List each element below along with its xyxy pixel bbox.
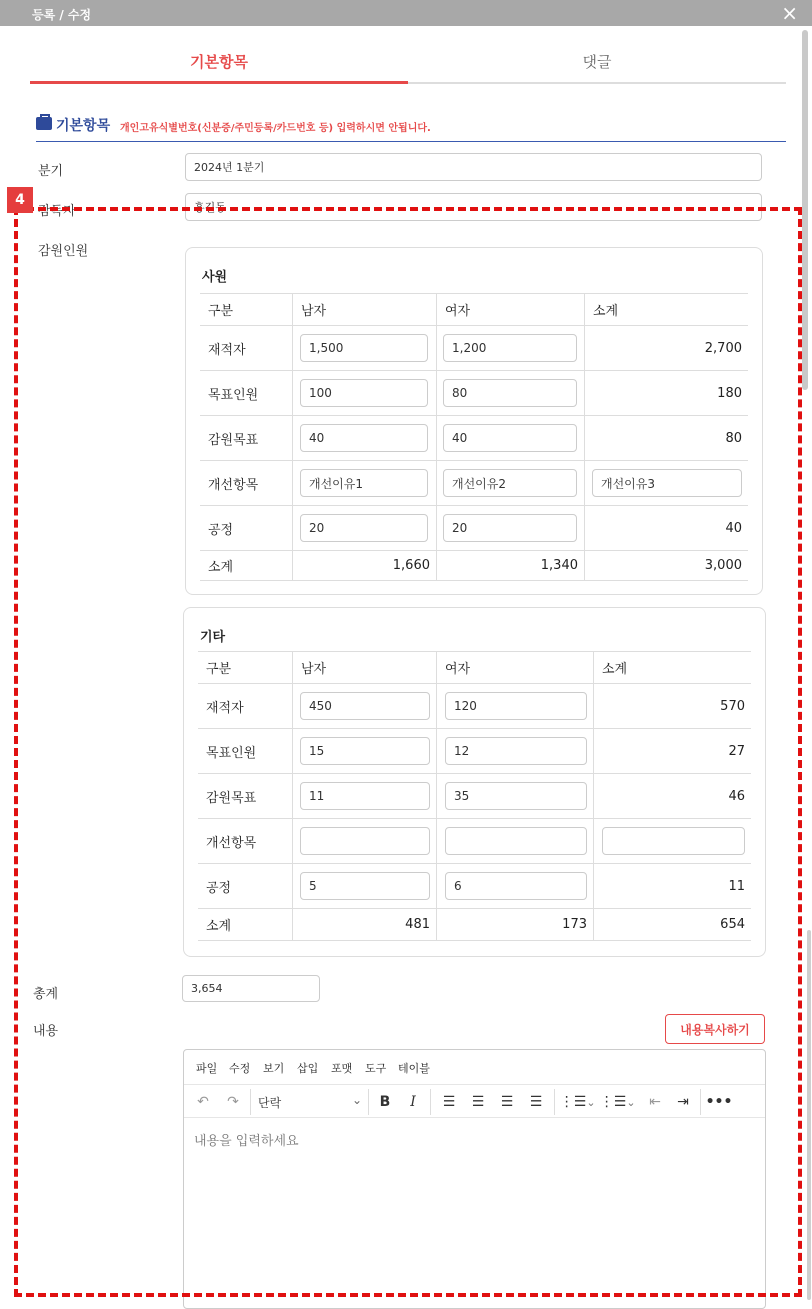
scrollbar-thumb-lower[interactable]: [807, 930, 811, 1300]
subtotal-sum: 654: [593, 909, 751, 940]
block-format-value: 단락: [258, 1095, 282, 1110]
male-input[interactable]: 450: [300, 692, 430, 720]
redo-icon[interactable]: ↷: [227, 1094, 239, 1110]
male-input[interactable]: 15: [300, 737, 430, 765]
table-row: [198, 819, 751, 864]
bold-icon[interactable]: B: [379, 1094, 391, 1110]
menu-table[interactable]: 테이블: [398, 1062, 430, 1075]
menu-insert[interactable]: 삽입: [297, 1062, 319, 1075]
male-input[interactable]: [300, 827, 430, 855]
subtotal-value: 2,700: [584, 326, 748, 370]
scrollbar-thumb[interactable]: [802, 30, 808, 390]
table-row: [200, 461, 748, 506]
male-sum: 481: [292, 909, 436, 940]
male-input[interactable]: 11: [300, 782, 430, 810]
subtotal-input[interactable]: [602, 827, 745, 855]
manager-label: 감독자: [38, 204, 76, 219]
section-header: [36, 112, 786, 142]
copy-content-button[interactable]: 내용복사하기: [665, 1014, 765, 1044]
male-input[interactable]: 40: [300, 424, 428, 452]
menu-format[interactable]: 포맷: [331, 1062, 353, 1075]
toolbar-divider: [700, 1089, 701, 1115]
subtotal-value: 40: [584, 506, 748, 550]
row-label: 감원목표: [208, 432, 259, 448]
tab-comments[interactable]: 댓글: [582, 53, 612, 71]
table-row-sum: [198, 909, 751, 941]
row-label: 개선항목: [208, 477, 259, 493]
male-input[interactable]: 20: [300, 514, 428, 542]
menu-view[interactable]: 보기: [263, 1062, 285, 1075]
row-label: 소계: [206, 919, 232, 934]
header-female: 여자: [436, 294, 584, 325]
menu-tools[interactable]: 도구: [365, 1062, 387, 1075]
female-input[interactable]: [445, 827, 587, 855]
window-titlebar: [0, 0, 812, 26]
row-label: 공정: [208, 522, 234, 538]
male-input[interactable]: 1,500: [300, 334, 428, 362]
header-subtotal: 소계: [584, 294, 748, 325]
menu-file[interactable]: 파일: [196, 1062, 218, 1075]
female-input[interactable]: 6: [445, 872, 587, 900]
table-row: [200, 371, 748, 416]
female-input[interactable]: 80: [443, 379, 577, 407]
header-male: 남자: [292, 294, 436, 325]
subtotal-value: 180: [584, 371, 748, 415]
table-row: [200, 416, 748, 461]
toolbar-divider: [554, 1089, 555, 1115]
row-label: 목표인원: [206, 745, 257, 761]
indent-icon[interactable]: ⇥: [677, 1094, 689, 1110]
subtotal-input[interactable]: 개선이유3: [592, 469, 742, 497]
toolbar-divider: [368, 1089, 369, 1115]
subtotal-sum: 3,000: [584, 551, 748, 580]
male-input[interactable]: 100: [300, 379, 428, 407]
header-male: 남자: [292, 652, 436, 683]
female-sum: 1,340: [436, 551, 584, 580]
other-card: [183, 607, 766, 957]
reduction-label: 감원인원: [38, 244, 89, 259]
editor-toolbar: [184, 1084, 765, 1118]
staff-title: 사원: [202, 270, 228, 285]
male-input[interactable]: 개선이유1: [300, 469, 428, 497]
manager-field[interactable]: 홍길동: [185, 193, 762, 221]
close-icon[interactable]: ×: [781, 1, 798, 25]
table-row-sum: [200, 551, 748, 581]
header-category: 구분: [206, 662, 232, 677]
editor-menubar: [184, 1050, 765, 1084]
rich-text-editor: [183, 1049, 766, 1309]
female-input[interactable]: 1,200: [443, 334, 577, 362]
tab-basic-items[interactable]: 기본항목: [30, 44, 408, 84]
italic-icon[interactable]: I: [410, 1094, 416, 1110]
table-row: [198, 684, 751, 729]
tab-bar: [30, 44, 786, 84]
align-left-icon[interactable]: ☰: [442, 1094, 456, 1110]
align-right-icon[interactable]: ☰: [500, 1094, 514, 1110]
table-row: [200, 326, 748, 371]
female-input[interactable]: 20: [443, 514, 577, 542]
quarter-field[interactable]: 2024년 1분기: [185, 153, 762, 181]
table-row: [198, 729, 751, 774]
header-subtotal: 소계: [593, 652, 751, 683]
row-label: 목표인원: [208, 387, 259, 403]
content-label: 내용: [33, 1024, 59, 1039]
chevron-down-icon[interactable]: ⌄: [586, 1095, 596, 1109]
female-input[interactable]: 35: [445, 782, 587, 810]
subtotal-value: 11: [593, 864, 751, 908]
header-category: 구분: [208, 304, 234, 319]
block-format-select[interactable]: [258, 1089, 368, 1115]
toolbar-divider: [250, 1089, 251, 1115]
section-title: 기본항목: [56, 118, 111, 134]
staff-card: [185, 247, 763, 595]
outdent-icon[interactable]: ⇤: [649, 1094, 661, 1110]
bullet-list-icon[interactable]: ⋮☰: [559, 1094, 587, 1110]
table-row: [198, 774, 751, 819]
subtotal-value: 570: [593, 684, 751, 728]
more-icon[interactable]: •••: [705, 1094, 733, 1110]
other-table: [198, 651, 751, 941]
subtotal-value: 46: [593, 774, 751, 818]
table-row: [200, 506, 748, 551]
row-label: 개선항목: [206, 835, 257, 851]
subtotal-value: 27: [593, 729, 751, 773]
female-input[interactable]: 120: [445, 692, 587, 720]
numbered-list-icon[interactable]: ⋮☰: [599, 1094, 627, 1110]
male-sum: 1,660: [292, 551, 436, 580]
total-field[interactable]: 3,654: [182, 975, 320, 1002]
undo-icon[interactable]: ↶: [197, 1094, 209, 1110]
menu-edit[interactable]: 수정: [229, 1062, 251, 1075]
male-input[interactable]: 5: [300, 872, 430, 900]
table-row: [198, 864, 751, 909]
row-label: 소계: [208, 560, 234, 575]
female-sum: 173: [436, 909, 593, 940]
header-female: 여자: [436, 652, 593, 683]
female-input[interactable]: 40: [443, 424, 577, 452]
table-header-row: [198, 652, 751, 684]
row-label: 감원목표: [206, 790, 257, 806]
briefcase-icon: [36, 117, 52, 130]
table-header-row: [200, 294, 748, 326]
subtotal-value: 80: [584, 416, 748, 460]
editor-placeholder[interactable]: 내용을 입력하세요: [194, 1134, 299, 1149]
quarter-label: 분기: [38, 164, 64, 179]
window-title: 등록 / 수정: [32, 8, 92, 22]
row-label: 공정: [206, 880, 232, 896]
female-input[interactable]: 12: [445, 737, 587, 765]
other-title: 기타: [200, 630, 226, 645]
align-center-icon[interactable]: ☰: [471, 1094, 485, 1110]
female-input[interactable]: 개선이유2: [443, 469, 577, 497]
staff-table: [200, 293, 748, 577]
section-warning: 개인고유식별번호(신분증/주민등록/카드번호 등) 입력하시면 안됩니다.: [120, 123, 431, 134]
toolbar-divider: [430, 1089, 431, 1115]
row-label: 재적자: [208, 342, 246, 358]
align-justify-icon[interactable]: ☰: [529, 1094, 543, 1110]
chevron-down-icon: ⌄: [351, 1093, 362, 1107]
row-label: 재적자: [206, 700, 244, 716]
total-label: 총계: [33, 987, 59, 1002]
chevron-down-icon[interactable]: ⌄: [626, 1095, 636, 1109]
annotation-badge: 4: [7, 187, 33, 213]
